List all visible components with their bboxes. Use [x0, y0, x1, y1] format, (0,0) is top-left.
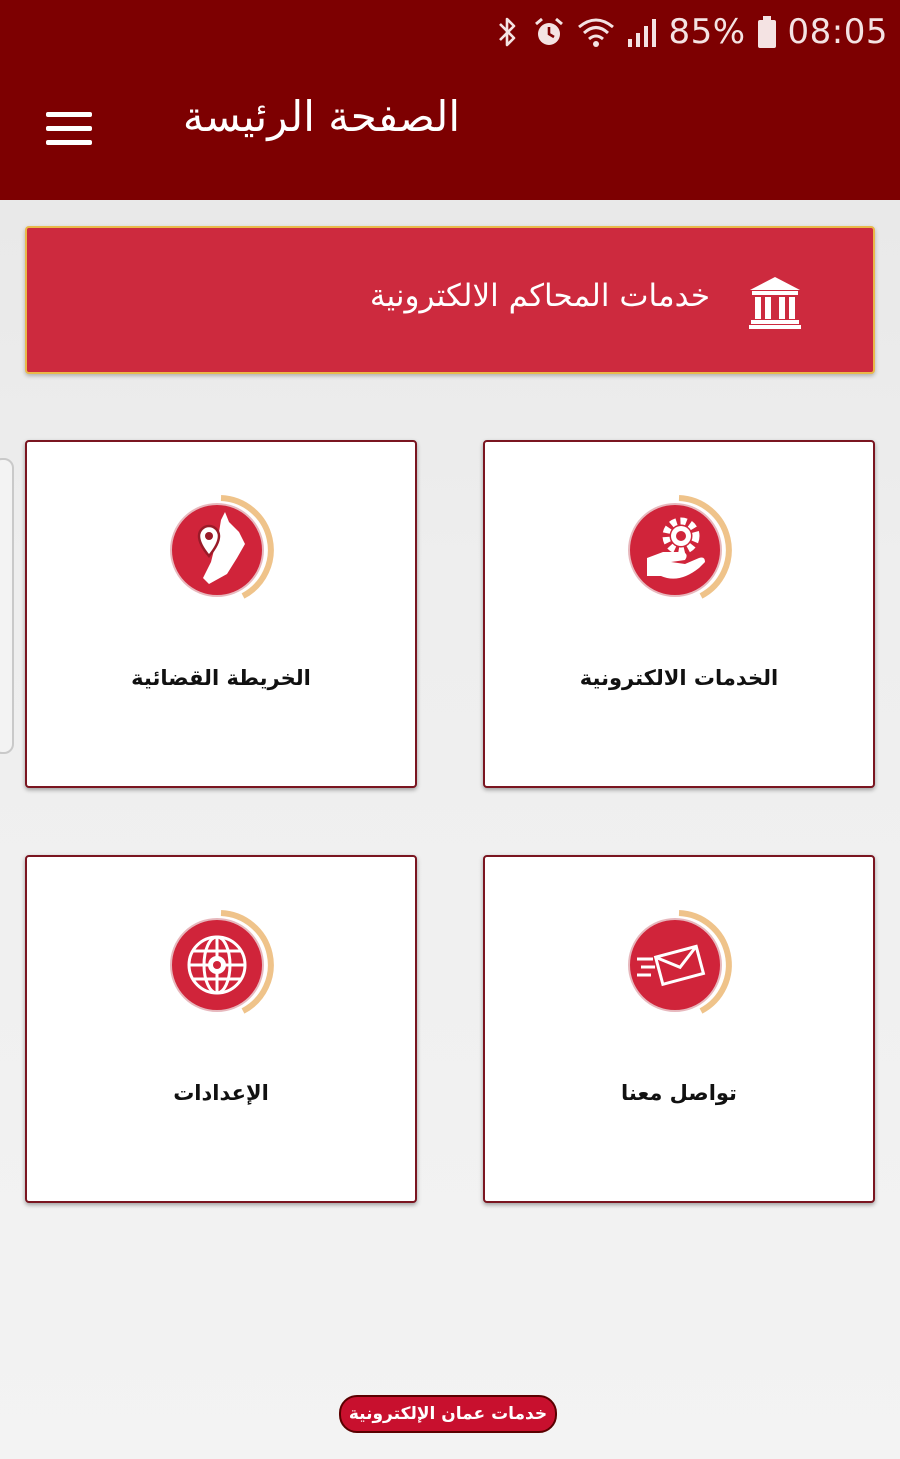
clock: 08:05	[787, 12, 888, 52]
banner-label: خدمات المحاكم الالكترونية	[369, 278, 710, 314]
oman-map-pin-icon	[163, 492, 279, 608]
globe-gear-icon	[163, 907, 279, 1023]
oman-eservices-badge: خدمات عمان الإلكترونية	[339, 1395, 557, 1433]
alarm-icon	[532, 15, 566, 49]
drawer-edge-handle[interactable]	[0, 458, 14, 754]
tile-judicial-map[interactable]	[25, 440, 417, 788]
bluetooth-icon	[492, 15, 522, 49]
hamburger-menu-icon[interactable]	[40, 104, 98, 152]
wifi-icon	[576, 15, 616, 49]
tile-judicial-map-label: الخريطة القضائية	[131, 666, 311, 690]
tile-eservices[interactable]	[483, 440, 875, 788]
court-eservices-banner[interactable]	[25, 226, 875, 374]
envelope-icon	[621, 907, 737, 1023]
tile-contact-us-label: تواصل معنا	[621, 1081, 737, 1105]
signal-icon	[626, 15, 658, 49]
tile-eservices-label: الخدمات الالكترونية	[579, 666, 779, 690]
tile-settings[interactable]	[25, 855, 417, 1203]
courthouse-icon	[747, 274, 803, 330]
tile-contact-us[interactable]	[483, 855, 875, 1203]
tile-settings-label: الإعدادات	[173, 1081, 269, 1105]
gear-hand-icon	[621, 492, 737, 608]
page-title: الصفحة الرئيسة	[182, 92, 460, 141]
status-bar	[492, 10, 888, 54]
app-bar	[0, 0, 900, 200]
battery-percentage: 85%	[668, 12, 746, 52]
battery-icon	[756, 15, 778, 49]
